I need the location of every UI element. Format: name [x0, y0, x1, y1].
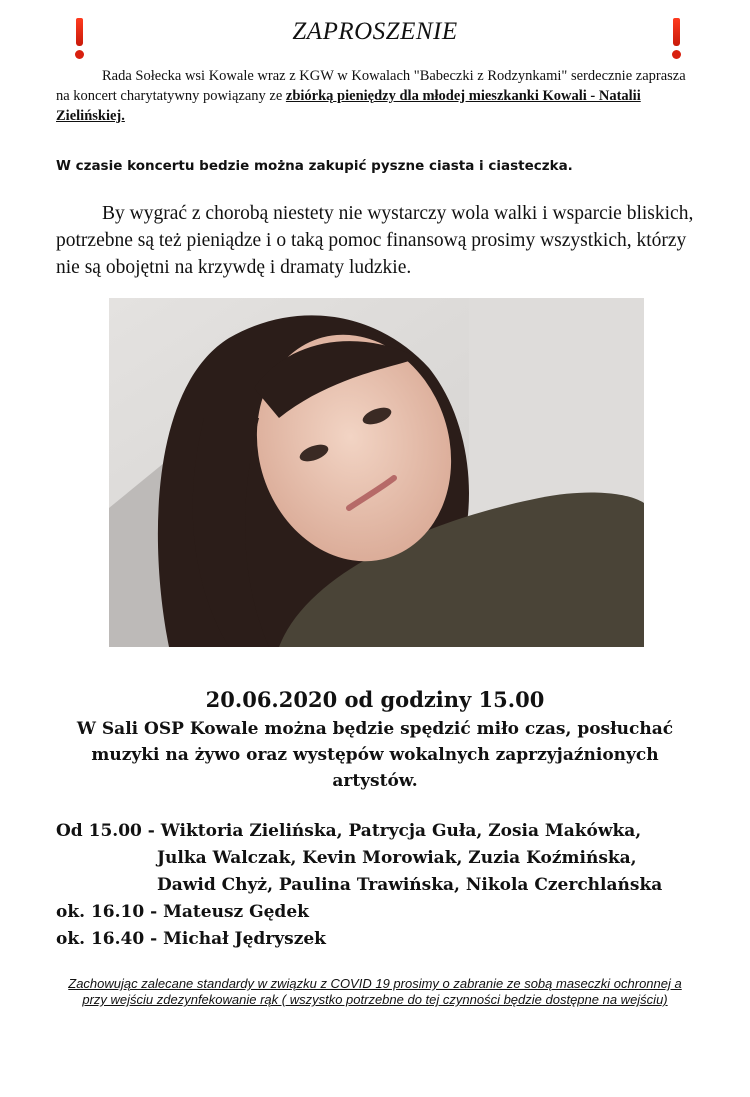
schedule-performer: Michał Jędryszek	[163, 929, 326, 949]
schedule-time: ok. 16.40 -	[56, 929, 164, 949]
event-description: W Sali OSP Kowale można będzie spędzić miło czas, posłuchać muzyki na żywo oraz występów wokalnych zaprzyjaźnionych artystów.	[76, 719, 674, 791]
event-date: 20.06.2020 od godziny 15.00	[205, 687, 545, 712]
intro-paragraph	[56, 66, 696, 126]
schedule-performers-continued: Dawid Chyż, Paulina Trawińska, Nikola Czerchlańska	[157, 875, 663, 895]
schedule-performer: Mateusz Gędek	[163, 902, 309, 922]
intro-text: Rada Sołecka wsi Kowale wraz z KGW w Kowalach "Babeczki z Rodzynkami" serdecznie zaprasza na koncert charytatywny powiązany ze	[56, 68, 686, 104]
portrait-photo	[109, 298, 644, 647]
schedule-performers: Wiktoria Zielińska, Patrycja Guła, Zosia Makówka,	[160, 821, 642, 841]
schedule-time: ok. 16.10 -	[56, 902, 164, 922]
schedule-row	[56, 818, 736, 845]
schedule-performers-continued: Julka Walczak, Kevin Morowiak, Zuzia Koźmińska,	[157, 848, 637, 868]
appeal-text: By wygrać z chorobą niestety nie wystarczy wola walki i wsparcie bliskich, potrzebne są też pieniądze i o taką pomoc finansową prosimy wszystkich, którzy nie są obojętni na krzywdę i dramaty ludzkie.	[56, 203, 694, 278]
intro-emphasis: zbiórką pieniędzy dla młodej mieszkanki Kowali - Natalii Zielińskiej.	[56, 88, 641, 124]
schedule-time: Od 15.00 -	[56, 821, 161, 841]
schedule-row	[56, 899, 736, 926]
covid-note: Zachowując zalecane standardy w związku z COVID 19 prosimy o zabranie ze sobą maseczki ochronnej a przy wejściu zdezynfekowanie rąk ( wszystko potrzebne do tej czynności będzie dostępne na wejściu)	[68, 976, 682, 1007]
cakes-note: W czasie koncertu bedzie można zakupić pyszne ciasta i ciasteczka.	[56, 158, 573, 174]
event-info	[0, 686, 750, 794]
appeal-paragraph	[56, 200, 706, 281]
schedule-list	[56, 818, 736, 953]
schedule-row	[56, 926, 736, 953]
page-title: ZAPROSZENIE	[292, 18, 458, 45]
